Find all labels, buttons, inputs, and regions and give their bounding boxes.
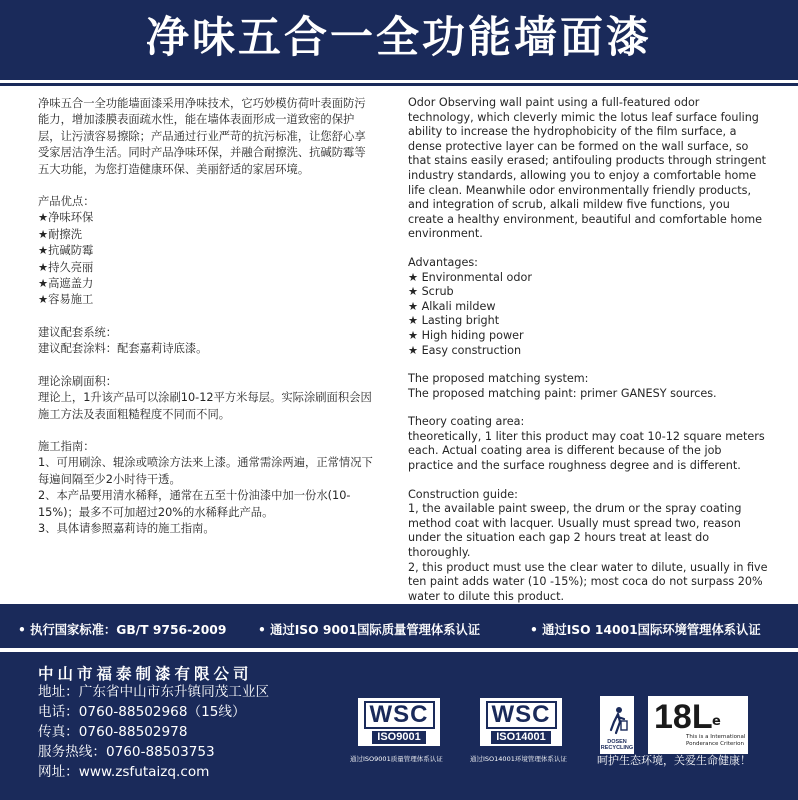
iso14001-caption: 通过ISO14001环境管理体系认证 bbox=[470, 755, 567, 763]
en-matching-text: The proposed matching paint: primer GANESY sources. bbox=[408, 386, 717, 400]
english-column bbox=[408, 96, 768, 619]
company-hotline: 服务热线：0760-88503753 bbox=[38, 744, 215, 760]
company-name: 中山市福泰制漆有限公司 bbox=[38, 665, 253, 683]
recycling-logo bbox=[600, 696, 634, 754]
standard-iso14001: • 通过ISO 14001国际环境管理体系认证 bbox=[530, 623, 761, 637]
volume-note: This is a International Ponderance Criterion bbox=[686, 734, 746, 747]
cn-coverage-title: 理论涂刷面积： bbox=[38, 374, 118, 388]
list-item: ★ Alkali mildew bbox=[408, 299, 496, 313]
header-banner bbox=[0, 0, 798, 80]
en-advantages-title: Advantages: bbox=[408, 255, 478, 269]
list-item: ★耐擦洗 bbox=[38, 227, 83, 241]
list-item: ★抗碱防霉 bbox=[38, 244, 94, 258]
slogan: 呵护生态环境，关爱生命健康！ bbox=[597, 754, 751, 767]
en-guide-step-2: 2, this product must use the clear water to dilute, usually in five ten paint adds water (10 -15%); most coca do not surpass 20% water to dilute this product. bbox=[408, 560, 768, 603]
cn-guide-step-1: 1、可用刷涂、辊涂或喷涂方法来上漆。通常需涂两遍，正常情况下每遍间隔至少2小时待干透。 bbox=[38, 456, 373, 486]
standards-strip bbox=[0, 604, 798, 648]
list-item: ★高遮盖力 bbox=[38, 277, 94, 291]
volume-value: 18L bbox=[654, 698, 713, 736]
list-item: ★容易施工 bbox=[38, 293, 94, 307]
list-item: ★净味环保 bbox=[38, 211, 94, 225]
list-item: ★ Environmental odor bbox=[408, 270, 532, 284]
cn-coverage-text: 理论上，1升该产品可以涂刷10-12平方米每层。实际涂刷面积会因施工方法及表面粗糙程度不同而不同。 bbox=[38, 391, 372, 421]
recycling-label: DOSEN RECYCLING bbox=[600, 739, 634, 751]
en-guide-step-1: 1, the available paint sweep, the drum or the spray coating method coat with lacquer. Usually must spread two, reason under the situation each gap 2 hours treat at least do thoroughly. bbox=[408, 502, 742, 560]
en-intro: Odor Observing wall paint using a full-featured odor technology, which cleverly mimic the lotus leaf surface fouling ability to increase the hydrophobicity of the film surface, a dense protective layer can be formed on the wall surface, so that stains easily erased; antifouling products through stringent industry standards, allowing you to enjoy a comfortable home life clean. Meanwhile odor environmentally friendly products, and integration of scrub, alkali mildew five functions, you create a healthy environment, beautiful and comfortable home environment. bbox=[408, 96, 767, 241]
cn-guide-title: 施工指南： bbox=[38, 439, 95, 453]
cn-matching-title: 建议配套系统： bbox=[38, 325, 118, 339]
cn-advantages-list bbox=[38, 210, 374, 308]
iso14001-logo bbox=[480, 698, 562, 746]
header-divider bbox=[0, 83, 798, 86]
cn-intro: 净味五合一全功能墙面漆采用净味技术，它巧妙模仿荷叶表面防污能力，增加漆膜表面疏水性，能在墙体表面形成一道致密的保护层，让污渍容易擦除；产品通过行业严苛的抗污标准，让您舒心享受家居洁净生活。同时产品净味环保，并融合耐擦洗、抗碱防霉等五大功能，为您打造健康环保、美丽舒适的家居环境。 bbox=[38, 97, 366, 176]
company-address: 地址：广东省中山市东升镇同茂工业区 bbox=[38, 684, 270, 700]
cn-matching-text: 建议配套涂料：配套嘉莉诗底漆。 bbox=[38, 342, 208, 356]
cert-standard: ISO14001 bbox=[491, 731, 551, 744]
volume-e-mark: e bbox=[712, 714, 721, 729]
list-item: ★ Easy construction bbox=[408, 343, 522, 357]
company-website: 网址：www.zsfutaizq.com bbox=[38, 764, 210, 780]
cn-advantages-title: 产品优点： bbox=[38, 195, 95, 209]
en-matching-title: The proposed matching system: bbox=[408, 372, 589, 386]
en-advantages-list bbox=[408, 271, 768, 359]
cert-mark: WSC bbox=[486, 701, 557, 729]
list-item: ★ High hiding power bbox=[408, 328, 524, 342]
standard-gb: • 执行国家标准：GB/T 9756-2009 bbox=[18, 623, 227, 637]
page-title: 净味五合一全功能墙面漆 bbox=[146, 13, 652, 63]
chinese-column bbox=[38, 96, 374, 537]
en-coverage-text: theoretically, 1 liter this product may coat 10-12 square meters each. Actual coating area is different because of the job practice and the surface roughness degree and is different. bbox=[408, 429, 765, 473]
iso9001-logo bbox=[358, 698, 440, 746]
cn-guide-step-3: 3、具体请参照嘉莉诗的施工指南。 bbox=[38, 521, 215, 535]
list-item: ★ Lasting bright bbox=[408, 314, 500, 328]
list-item: ★ Scrub bbox=[408, 285, 454, 299]
company-phone: 电话：0760-88502968（15线） bbox=[38, 704, 246, 720]
footer bbox=[0, 652, 798, 800]
recycling-figure-icon bbox=[606, 705, 628, 735]
cert-mark: WSC bbox=[364, 701, 435, 729]
cert-standard: ISO9001 bbox=[372, 731, 425, 744]
en-coverage-title: Theory coating area: bbox=[408, 415, 525, 429]
list-item: ★持久亮丽 bbox=[38, 260, 94, 274]
company-fax: 传真：0760-88502978 bbox=[38, 724, 188, 740]
standard-iso9001: • 通过ISO 9001国际质量管理体系认证 bbox=[258, 623, 481, 637]
en-guide-title: Construction guide: bbox=[408, 487, 518, 501]
iso9001-caption: 通过ISO9001质量管理体系认证 bbox=[350, 755, 443, 763]
cn-guide-step-2: 2、本产品要用清水稀释，通常在五至十份油漆中加一份水(10-15%)；最多不可加超过20%的水稀释此产品。 bbox=[38, 489, 351, 519]
volume-badge bbox=[648, 696, 748, 754]
